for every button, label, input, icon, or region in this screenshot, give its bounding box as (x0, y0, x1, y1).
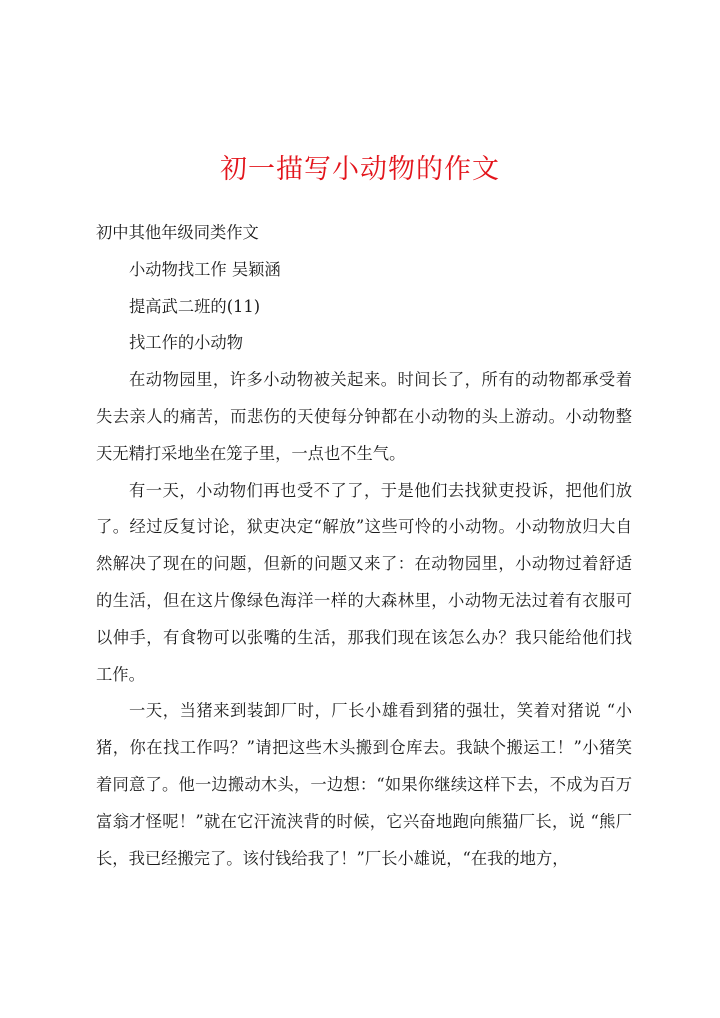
subtitle-line: 找工作的小动物 (129, 333, 243, 353)
paragraph-3: 一天，当猪来到装卸厂时，厂长小雄看到猪的强壮，笑着对猪说 “小猪，你在找工作吗？”请把这些木头搬到仓库去。我缺个搬运工！”小猪笑着同意了。他一边搬动木头，一边想：“如果你继续这样下去，不成为百万富翁才怪呢！”就在它汗流浃背的时候，它兴奋地跑向熊猫厂长，说 “熊厂长，我已经搬完了。该付钱给我了！”厂长小雄说，“在我的地方， (96, 701, 632, 868)
article-body (96, 215, 632, 877)
paragraph-1: 在动物园里，许多小动物被关起来。时间长了，所有的动物都承受着失去亲人的痛苦，而悲伤的天使每分钟都在小动物的头上游动。小动物整天无精打采地坐在笼子里，一点也不生气。 (96, 370, 632, 463)
paragraph-2: 有一天，小动物们再也受不了了，于是他们去找狱吏投诉，把他们放了。经过反复讨论，狱吏决定“解放”这些可怜的小动物。小动物放归大自然解决了现在的问题，但新的问题又来了：在动物园里，小动物过着舒适的生活，但在这片像绿色海洋一样的大森林里，小动物无法过着有衣服可以伸手，有食物可以张嘴的生活，那我们现在该怎么办？我只能给他们找工作。 (96, 480, 632, 684)
category-line: 初中其他年级同类作文 (96, 223, 259, 242)
essay-heading: 小动物找工作 吴颖涵 (129, 259, 281, 279)
page-title: 初一描写小动物的作文 (220, 154, 500, 185)
class-line: 提高武二班的(11) (129, 296, 261, 316)
